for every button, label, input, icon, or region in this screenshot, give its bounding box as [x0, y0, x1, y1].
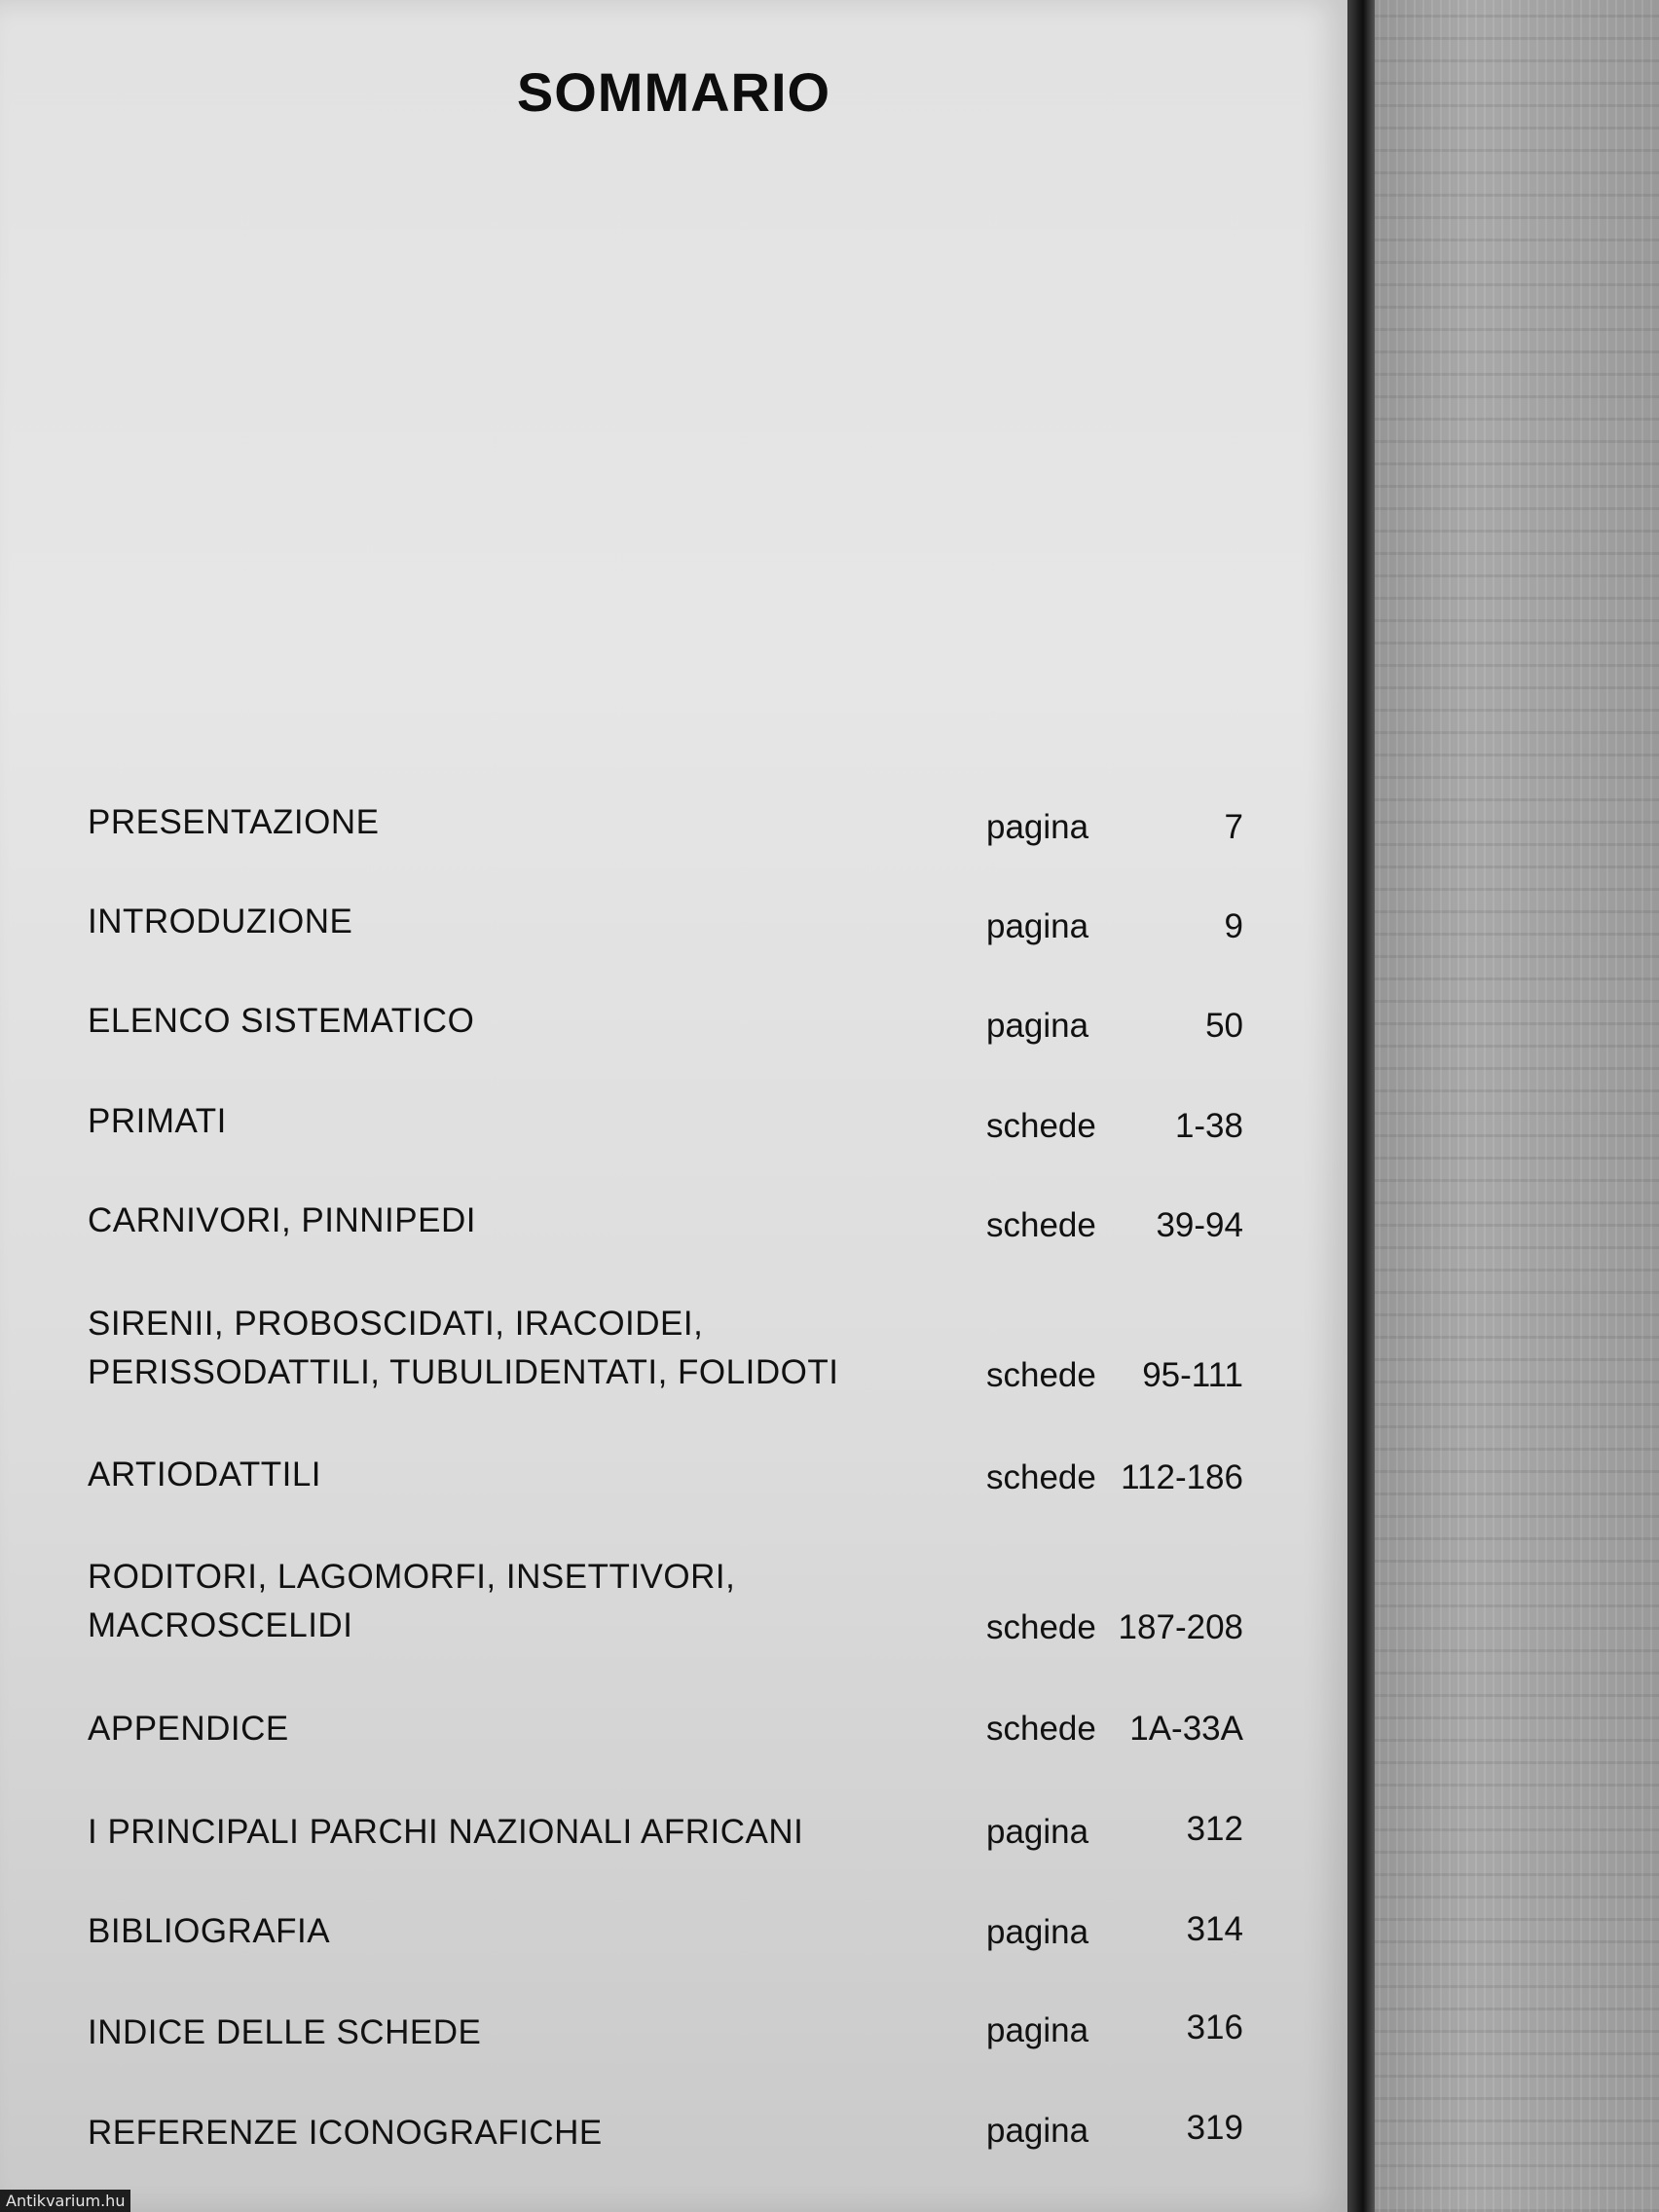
toc-entry-pages: 316	[1186, 2009, 1243, 2046]
toc-entry-title-line: BIBLIOGRAFIA	[88, 1912, 331, 1950]
toc-entry-title-line: I PRINCIPALI PARCHI NAZIONALI AFRICANI	[88, 1813, 804, 1851]
toc-entry-type: schede	[986, 1608, 1096, 1646]
toc-entry-title	[88, 1553, 964, 1650]
toc-entry-title	[88, 1197, 964, 1245]
watermark: Antikvarium.hu	[0, 2190, 130, 2212]
toc-entry-pages: 314	[1186, 1910, 1243, 1948]
toc-entry-title-line: ELENCO SISTEMATICO	[88, 1002, 475, 1040]
toc-entry-type: schede	[986, 1458, 1096, 1496]
toc-entry-title-line: PERISSODATTILI, TUBULIDENTATI, FOLIDOTI	[88, 1353, 839, 1391]
toc-entry-title	[88, 1300, 964, 1397]
toc-entry-title	[88, 1705, 964, 1753]
toc-entry-type: pagina	[986, 2011, 1089, 2049]
toc-entry-title	[88, 1097, 964, 1146]
toc-entry-title	[88, 2009, 964, 2057]
toc-entry-type: schede	[986, 1710, 1096, 1748]
toc-entry-pages: 319	[1186, 2109, 1243, 2147]
toc-entry-title-line: SIRENII, PROBOSCIDATI, IRACOIDEI,	[88, 1305, 704, 1343]
toc-entry-title-line: INDICE DELLE SCHEDE	[88, 2013, 482, 2051]
toc-entry-title-line: CARNIVORI, PINNIPEDI	[88, 1201, 476, 1239]
toc-entry-type: pagina	[986, 1007, 1089, 1045]
toc-entry-title-line: RODITORI, LAGOMORFI, INSETTIVORI,	[88, 1558, 736, 1596]
toc-entry-title	[88, 1808, 964, 1857]
toc-entry-title-line: PRESENTAZIONE	[88, 803, 380, 841]
toc-entry-type: pagina	[986, 2112, 1089, 2150]
toc-entry-title-line: MACROSCELIDI	[88, 1606, 353, 1644]
toc-entry-title	[88, 997, 964, 1046]
toc-entry-pages: 187-208	[1118, 1608, 1243, 1646]
table-surface	[1344, 0, 1659, 2212]
toc-entry-title-line: ARTIODATTILI	[88, 1456, 322, 1493]
toc-entry-type: pagina	[986, 907, 1089, 945]
toc-entry-type: schede	[986, 1356, 1096, 1394]
toc-entry-title	[88, 898, 964, 946]
toc-entry-pages: 50	[1205, 1007, 1243, 1045]
toc-entry-title-line: APPENDICE	[88, 1710, 289, 1748]
toc-entry-type: pagina	[986, 1913, 1089, 1951]
toc-entry-title	[88, 2109, 964, 2157]
toc-entry-pages: 1A-33A	[1129, 1710, 1243, 1748]
toc-entry-type: schede	[986, 1206, 1096, 1244]
toc-entry-type: schede	[986, 1107, 1096, 1145]
toc-entry-type: pagina	[986, 1813, 1089, 1851]
toc-entry-type: pagina	[986, 808, 1089, 846]
toc-entry-pages: 312	[1186, 1810, 1243, 1848]
toc-entry-pages: 95-111	[1142, 1356, 1243, 1394]
page-title: SOMMARIO	[516, 61, 831, 123]
toc-entry-title	[88, 798, 964, 847]
toc-entry-title-line: PRIMATI	[88, 1102, 227, 1140]
toc-entry-title	[88, 1451, 964, 1499]
toc-entry-pages: 7	[1224, 808, 1243, 846]
toc-entry-title-line: INTRODUZIONE	[88, 903, 353, 940]
toc-entry-title-line: REFERENZE ICONOGRAFICHE	[88, 2114, 603, 2152]
toc-entry-pages: 39-94	[1156, 1206, 1243, 1244]
toc-entry-pages: 1-38	[1174, 1107, 1243, 1145]
toc-entry-pages: 112-186	[1121, 1458, 1243, 1496]
toc-entry-pages: 9	[1224, 907, 1243, 945]
toc-entry-title	[88, 1907, 964, 1956]
